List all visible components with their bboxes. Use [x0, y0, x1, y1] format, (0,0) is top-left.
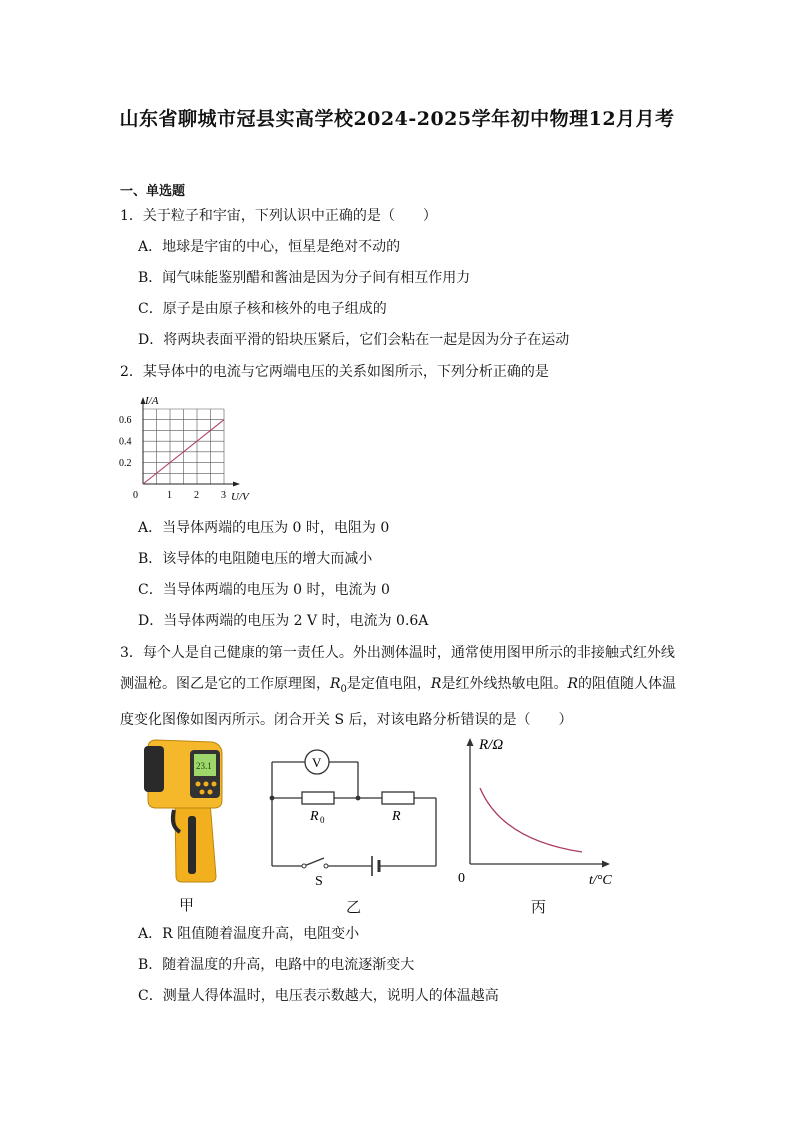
question-3-option-b: B．随着温度的升高，电路中的电流逐渐变大 — [138, 957, 415, 973]
document-title: 山东省聊城市冠县实高学校2024-2025学年初中物理12月月考 — [119, 108, 675, 130]
question-2-option-b: B．该导体的电阻随电压的增大而减小 — [138, 551, 373, 567]
question-1-option-b: B．闻气味能鉴别醋和酱油是因为分子间有相互作用力 — [138, 270, 471, 286]
section-heading: 一、单选题 — [120, 184, 186, 199]
graph-origin: 0 — [458, 871, 465, 886]
resistance-temperature-graph — [452, 732, 622, 892]
question-3-option-c: C．测量人得体温时，电压表示数越大，说明人的体温越高 — [138, 988, 499, 1004]
chart-x-tick-label: 2 — [194, 490, 199, 501]
chart-ticks — [119, 415, 226, 501]
chart-y-tick-label: 0.4 — [119, 436, 132, 448]
graph-x-label: t/°C — [589, 873, 612, 888]
r0-subscript: 0 — [320, 815, 325, 825]
figure-jia-caption: 甲 — [179, 896, 195, 914]
chart-x-tick-label: 1 — [167, 490, 172, 501]
question-3-stem-line-3: 度变化图像如图丙所示。闭合开关 S 后，对该电路分析错误的是（ ） — [120, 711, 573, 728]
question-3-option-a: A．R 阻值随着温度升高，电阻变小 — [138, 926, 360, 942]
question-3-stem-line-2: 测温枪。图乙是它的工作原理图，$R_0$是定值电阻，R是红外线热敏电阻。R的阻值随人体温 — [120, 676, 677, 695]
question-3-stem — [120, 638, 686, 736]
chart-x-axis-label: U/V — [231, 491, 249, 503]
question-1-stem: 1．关于粒子和宇宙，下列认识中正确的是（ ） — [120, 208, 437, 224]
question-3-stem-line-1: 3．每个人是自己健康的第一责任人。外出测体温时，通常使用图甲所示的非接触式红外线 — [120, 645, 675, 661]
circuit-diagram — [262, 740, 442, 890]
question-2-option-c: C．当导体两端的电压为 0 时，电流为 0 — [138, 582, 390, 598]
question-1-option-c: C．原子是由原子核和核外的电子组成的 — [138, 301, 387, 317]
switch-label: S — [315, 874, 323, 889]
chart-grid — [143, 409, 224, 484]
question-1-option-a: A．地球是宇宙的中心，恒星是绝对不动的 — [138, 239, 401, 255]
chart-y-axis-label: I/A — [145, 395, 159, 407]
question-2-option-a: A．当导体两端的电压为 0 时，电阻为 0 — [138, 520, 390, 536]
chart-y-tick-label: 0.2 — [119, 458, 132, 470]
current-voltage-chart — [115, 390, 265, 505]
chart-x-tick-label: 3 — [221, 490, 226, 501]
chart-y-tick-label: 0.6 — [119, 415, 132, 427]
r0-label: R — [310, 809, 319, 824]
infrared-thermometer-image — [140, 736, 230, 886]
question-2-stem: 2．某导体中的电流与它两端电压的关系如图所示，下列分析正确的是 — [120, 364, 549, 380]
graph-y-label: R/Ω — [479, 737, 504, 753]
voltmeter-symbol: V — [312, 755, 322, 770]
question-2-option-d: D．当导体两端的电压为 2 V 时，电流为 0.6A — [138, 613, 429, 629]
question-1-option-d: D．将两块表面平滑的铅块压紧后，它们会粘在一起是因为分子在运动 — [138, 332, 570, 348]
chart-x-tick-label: 0 — [133, 490, 138, 501]
figure-bing-caption: 丙 — [531, 898, 547, 916]
r-label: R — [392, 809, 401, 824]
figure-yi-caption: 乙 — [346, 898, 362, 916]
chart-x-arrow — [233, 482, 240, 487]
gun-display-readout: 23.1 — [196, 761, 212, 771]
